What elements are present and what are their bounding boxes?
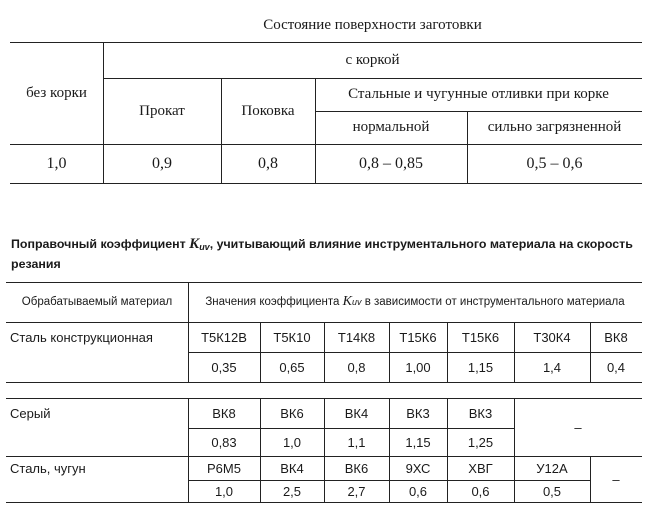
tool-cell: ВК8 bbox=[604, 329, 628, 345]
tool-cell: ВК6 bbox=[344, 460, 369, 476]
tool-cell: Т5К12В bbox=[201, 329, 247, 345]
tool-cell: ВК3 bbox=[468, 405, 493, 421]
tool-cell: Т5К10 bbox=[273, 329, 311, 345]
coefficient-cell: 1,0 bbox=[282, 434, 302, 450]
coefficient-cell: 1,0 bbox=[214, 483, 234, 499]
rolled-header: Прокат bbox=[139, 102, 185, 119]
coefficient-cell: 2,7 bbox=[347, 483, 366, 499]
coefficient-cell: 1,1 bbox=[347, 434, 366, 450]
forging-header: Поковка bbox=[241, 102, 295, 119]
tool-cell: Р6М5 bbox=[207, 460, 241, 476]
dirty-crust-header: сильно загрязненной bbox=[487, 119, 622, 135]
coefficient-cell: 1,15 bbox=[405, 434, 431, 450]
tool-cell: ВК8 bbox=[212, 405, 236, 421]
table2-rule bbox=[6, 382, 642, 383]
tool-cell: ХВГ bbox=[468, 460, 493, 476]
coefficient-cell: 0,35 bbox=[211, 359, 237, 375]
coefficient-cell: 1,4 bbox=[542, 359, 562, 375]
table1-rule bbox=[10, 183, 642, 184]
caption-suffix: , учитывающий влияние инструментального материала на скорость резания bbox=[11, 237, 633, 271]
surface-state-header: Состояние поверхности заготовки bbox=[263, 16, 482, 33]
castings-header: Стальные и чугунные отливки при корке bbox=[348, 86, 609, 102]
tool-cell: Т15К6 bbox=[399, 329, 437, 345]
tool-cell: Т30К4 bbox=[533, 329, 571, 345]
empty-dash: – bbox=[574, 419, 582, 435]
caption-prefix: Поправочный коэффициент bbox=[11, 237, 190, 251]
tool-cell: ВК6 bbox=[280, 405, 304, 421]
table2-rule bbox=[6, 502, 642, 503]
with-crust-header: с коркой bbox=[345, 51, 400, 68]
coefficient-cell: 1,00 bbox=[405, 359, 431, 375]
tool-cell: ВК4 bbox=[280, 460, 304, 476]
material-gray-iron: Серый bbox=[10, 405, 51, 421]
caption-symbol: K bbox=[189, 236, 200, 252]
material-column-header: Обрабатываемый материал bbox=[21, 296, 173, 308]
tool-cell: Т14К8 bbox=[337, 329, 376, 345]
tool-material-table bbox=[6, 282, 642, 504]
coefficient-cell: 0,83 bbox=[211, 434, 237, 450]
coefficient-cell: 0,4 bbox=[606, 359, 626, 375]
material-structural-steel: Сталь конструкционная bbox=[10, 329, 153, 345]
header-symbol: K bbox=[342, 294, 352, 309]
material-steel-cast-iron: Сталь, чугун bbox=[10, 460, 86, 476]
tool-cell: Т15К6 bbox=[461, 329, 500, 345]
coefficient-cell: 0,65 bbox=[279, 359, 305, 375]
value-without-crust: 1,0 bbox=[46, 154, 67, 172]
header-subscript: иv bbox=[351, 297, 362, 307]
coefficient-cell: 0,6 bbox=[408, 483, 428, 499]
without-crust-header: без корки bbox=[26, 84, 87, 101]
empty-dash: – bbox=[612, 471, 620, 487]
header-suffix: в зависимости от инструментального материала bbox=[364, 296, 625, 308]
header-prefix: Значения коэффициента bbox=[205, 296, 340, 308]
caption-subscript: иv bbox=[199, 242, 210, 252]
coefficient-cell: 2,5 bbox=[282, 483, 302, 499]
coefficient-cell: 1,15 bbox=[467, 359, 494, 375]
surface-state-table bbox=[10, 8, 642, 184]
coefficient-cell: 0,6 bbox=[471, 483, 490, 499]
value-dirty-crust: 0,5 – 0,6 bbox=[526, 154, 583, 172]
tool-cell: ВК3 bbox=[406, 405, 430, 421]
value-forging: 0,8 bbox=[258, 154, 278, 172]
coefficient-column-header bbox=[188, 282, 642, 322]
coefficient-cell: 0,8 bbox=[347, 359, 366, 375]
normal-crust-header: нормальной bbox=[352, 119, 430, 135]
coefficient-cell: 0,5 bbox=[542, 483, 562, 499]
coefficient-cell: 1,25 bbox=[467, 434, 494, 450]
table2-caption bbox=[11, 236, 643, 273]
value-normal-crust: 0,8 – 0,85 bbox=[359, 154, 423, 172]
tool-cell: У12А bbox=[536, 460, 568, 476]
value-rolled: 0,9 bbox=[152, 154, 172, 172]
tool-cell: 9ХС bbox=[405, 460, 431, 476]
tool-cell: ВК4 bbox=[344, 405, 369, 421]
